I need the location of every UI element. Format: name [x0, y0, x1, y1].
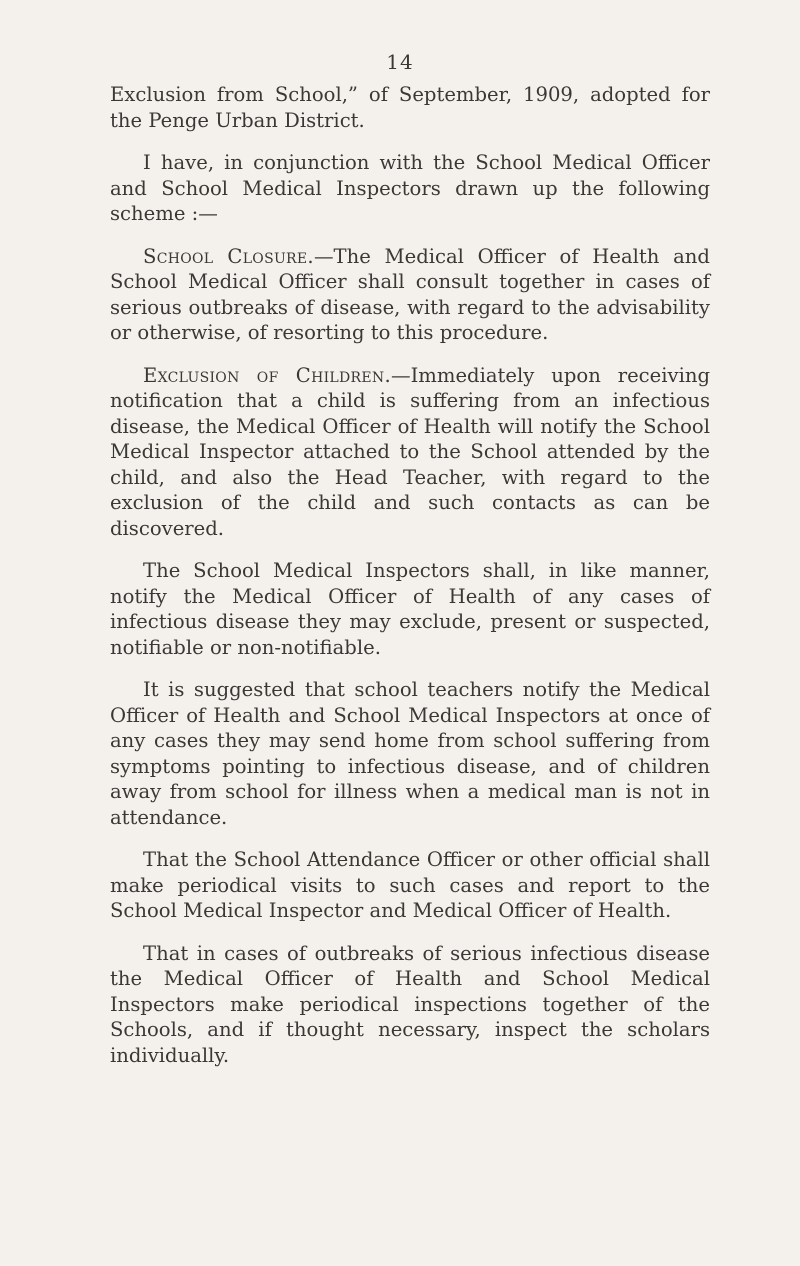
paragraph-text: I have, in conjunction with the School Medical Officer and School Medical Inspectors drawn up the following scheme :— — [110, 151, 710, 225]
section-heading-exclusion-of-children: Exclusion of Children. — [143, 363, 391, 387]
section-heading-school-closure: School Closure. — [143, 244, 314, 268]
paragraph-inspectors-notify — [110, 558, 710, 660]
paragraph-school-closure — [110, 244, 710, 346]
paragraph-teachers-notify — [110, 677, 710, 830]
paragraph-text: The School Medical Inspectors shall, in like manner, notify the Medical Officer of Health of any cases of infectious disease they may exclude, present or suspected, notifiable or non-notifiable. — [110, 559, 710, 659]
paragraph-scheme-intro — [110, 150, 710, 227]
body-text — [110, 82, 710, 1085]
paragraph-text: That the School Attendance Officer or other official shall make periodical visits to such cases and report to the School Medical Inspector and Medical Officer of Health. — [110, 848, 710, 922]
paragraph-outbreak-inspections — [110, 941, 710, 1069]
paragraph-continuation — [110, 82, 710, 133]
paragraph-text: That in cases of outbreaks of serious infectious disease the Medical Officer of Health and School Medical Inspectors make periodical inspections together of the Schools, and if thought necessary, inspect the scholars individually. — [110, 941, 710, 1067]
paragraph-text: Exclusion from School,” of September, 1909, adopted for the Penge Urban District. — [110, 83, 710, 132]
paragraph-text: —Immediately upon receiving notification that a child is suffering from an infectious disease, the Medical Officer of Health will notify the School Medical Inspector attached to the School attended by the child, and also the Head Teacher, with regard to the exclusion of the child and such contacts as can be discovered. — [110, 363, 710, 540]
paragraph-text: —The Medical Officer of Health and School Medical Officer shall consult together in cases of serious outbreaks of disease, with regard to the advisability or otherwise, of resorting to this procedure. — [110, 244, 710, 344]
paragraph-attendance-officer — [110, 847, 710, 924]
paragraph-text: It is suggested that school teachers notify the Medical Officer of Health and School Medical Inspectors at once of any cases they may send home from school suffering from symptoms pointing to infectious disease, and of children away from school for illness when a medical man is not in attendance. — [110, 678, 710, 829]
page-number: 14 — [386, 50, 414, 74]
paragraph-exclusion-of-children — [110, 363, 710, 542]
